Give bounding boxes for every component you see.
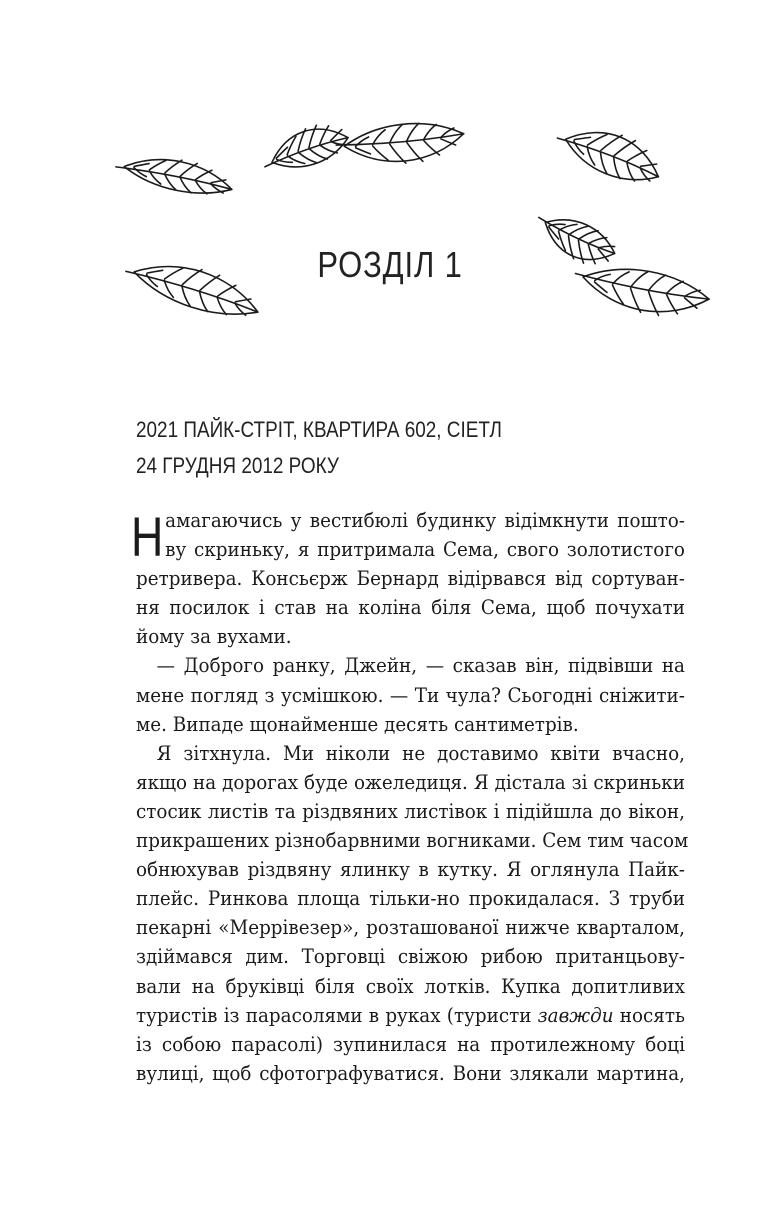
- text-line: амагаючись у вестибюлі будинку відімкнути пошто-: [165, 509, 685, 532]
- drop-cap: Н: [131, 505, 164, 568]
- text-segment: туристів із парасолями в руках (туристи: [136, 1003, 538, 1027]
- leaf-icon: [335, 118, 466, 170]
- text-line: ву скриньку, я притримала Сема, свого золотистого: [165, 538, 685, 562]
- text-line: якщо на дорогах буде ожеледиця. Я дістала зі скриньки: [136, 770, 685, 794]
- text-line: стосик листів та різдвяних листівок і підійшла до вікон,: [136, 799, 685, 823]
- chapter-title: РОЗДІЛ 1: [317, 244, 463, 285]
- italic-word: завжди: [537, 1003, 614, 1027]
- heading-date: 24 ГРУДНЯ 2012 РОКУ: [136, 453, 339, 478]
- text-line: мене погляд з усмішкою. — Ти чула? Сьогодні сніжити-: [136, 683, 685, 707]
- text-line: [136, 1001, 685, 1030]
- text-line: йому за вухами.: [136, 625, 292, 649]
- leaf-icon: [552, 113, 668, 192]
- text-line: плейс. Ринкова площа тільки-но прокидалася. З труби: [136, 887, 685, 911]
- text-segment: носять: [613, 1003, 685, 1027]
- text-line: ня посилок і став на коліна біля Сема, щоб почухати: [136, 596, 685, 620]
- leaves-icon: [0, 0, 780, 380]
- text-line: прикрашених різнобарвними вогниками. Сем тим часом: [136, 829, 689, 853]
- text-line: вали на бруківці біля своїх лотків. Купка допитливих: [136, 974, 685, 998]
- text-line: здіймався дим. Торговці свіжою рибою пританцьову-: [136, 945, 685, 969]
- text-line: обнюхував різдвяну ялинку в кутку. Я оглянула Пайк-: [136, 858, 685, 882]
- text-line: вулиці, щоб сфотографуватися. Вони злякали мартина,: [136, 1061, 685, 1085]
- text-line: — Доброго ранку, Джейн, — сказав він, підвівши на: [156, 654, 685, 678]
- body-text: [136, 506, 689, 1088]
- heading-address: 2021 ПАЙК-СТРІТ, КВАРТИРА 602, СІЕТЛ: [136, 417, 502, 442]
- text-line: ретривера. Консьєрж Бернард відірвався від сортуван-: [136, 567, 685, 591]
- text-line: із собою парасолі) зупинилася на протилежному боці: [136, 1032, 685, 1056]
- chapter-heading: [136, 412, 696, 484]
- text-line: пекарні «Меррівезер», розташованої нижче кварталом,: [136, 916, 685, 940]
- leaf-icon: [258, 117, 353, 179]
- text-line: Я зітхнула. Ми ніколи не доставимо квіти вчасно,: [156, 741, 685, 765]
- leaf-icon: [114, 147, 236, 201]
- text-line: ме. Випаде щонайменше десять сантиметрів.: [136, 712, 579, 736]
